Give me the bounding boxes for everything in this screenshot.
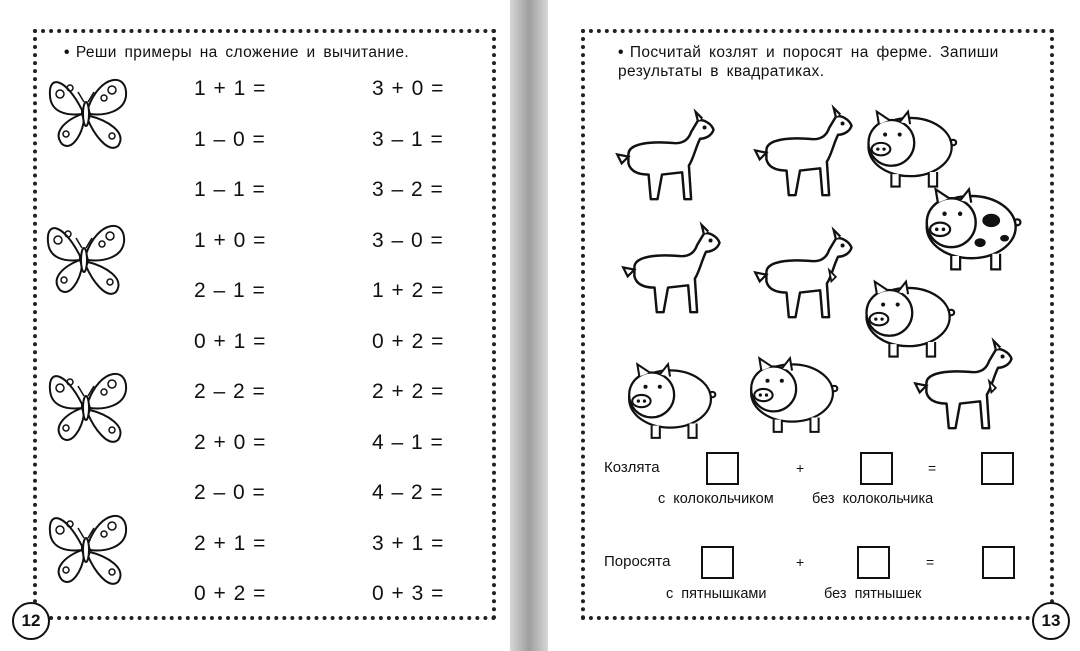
exercise: 2 + 2 = [372, 380, 445, 403]
exercise: 0 + 2 = [194, 582, 267, 605]
exercise: 4 – 2 = [372, 481, 444, 504]
exercise: 0 + 2 = [372, 330, 445, 353]
plus-sign: + [796, 460, 805, 476]
butterfly-icon [44, 362, 136, 452]
exercise: 1 + 0 = [194, 229, 267, 252]
answer-box[interactable] [982, 546, 1015, 579]
exercise: 0 + 1 = [194, 330, 267, 353]
answer-box[interactable] [860, 452, 893, 485]
exercise: 1 + 2 = [372, 279, 445, 302]
exercise: 3 + 1 = [372, 532, 445, 555]
goat-icon [606, 100, 718, 220]
exercise: 3 – 1 = [372, 128, 444, 151]
pigs-with-spots-label: с пятнышками [666, 586, 767, 602]
pigs-label: Поросята [604, 553, 671, 570]
page-number: 13 [1032, 602, 1070, 640]
plus-sign: + [796, 554, 805, 570]
answer-box[interactable] [857, 546, 890, 579]
answer-box[interactable] [706, 452, 739, 485]
butterfly-icon [42, 214, 134, 304]
exercise: 1 – 1 = [194, 178, 266, 201]
exercise: 4 – 1 = [372, 431, 444, 454]
exercise: 1 – 0 = [194, 128, 266, 151]
left-instruction: • Реши примеры на сложение и вычитание. [64, 44, 410, 61]
goats-with-bell-label: с колокольчиком [658, 491, 774, 507]
goat-icon [612, 214, 724, 332]
exercise: 2 + 0 = [194, 431, 267, 454]
equals-sign: = [926, 554, 935, 570]
equals-sign: = [928, 460, 937, 476]
exercise: 2 – 0 = [194, 481, 266, 504]
pig-icon [734, 346, 846, 438]
butterfly-icon [44, 504, 136, 594]
pig-icon [612, 352, 724, 444]
goat-icon [744, 96, 856, 216]
right-instruction-text: Посчитай козлят и поросят на ферме. Запиши результаты в квадратиках. [618, 44, 999, 80]
book-gutter [510, 0, 548, 651]
exercise: 2 + 1 = [194, 532, 267, 555]
goats-without-bell-label: без колокольчика [812, 491, 934, 507]
exercise: 3 – 0 = [372, 229, 444, 252]
exercise: 3 – 2 = [372, 178, 444, 201]
answer-box[interactable] [701, 546, 734, 579]
right-page [548, 0, 1080, 651]
right-instruction: • Посчитай козлят и поросят на ферме. Запиши результаты в квадратиках. [618, 44, 999, 80]
goats-label: Козлята [604, 459, 660, 476]
exercise: 2 – 1 = [194, 279, 266, 302]
left-page [0, 0, 510, 651]
goat-with-bell-icon [744, 222, 856, 334]
page-number: 12 [12, 602, 50, 640]
butterfly-icon [44, 68, 136, 158]
pigs-without-spots-label: без пятнышек [824, 586, 922, 602]
exercise: 0 + 3 = [372, 582, 445, 605]
exercise: 1 + 1 = [194, 77, 267, 100]
answer-box[interactable] [981, 452, 1014, 485]
spotted-pig-icon [912, 176, 1026, 276]
goat-with-bell-icon [904, 334, 1016, 444]
exercise: 3 + 0 = [372, 77, 445, 100]
exercise: 2 – 2 = [194, 380, 266, 403]
left-instruction-text: Реши примеры на сложение и вычитание. [75, 44, 410, 61]
